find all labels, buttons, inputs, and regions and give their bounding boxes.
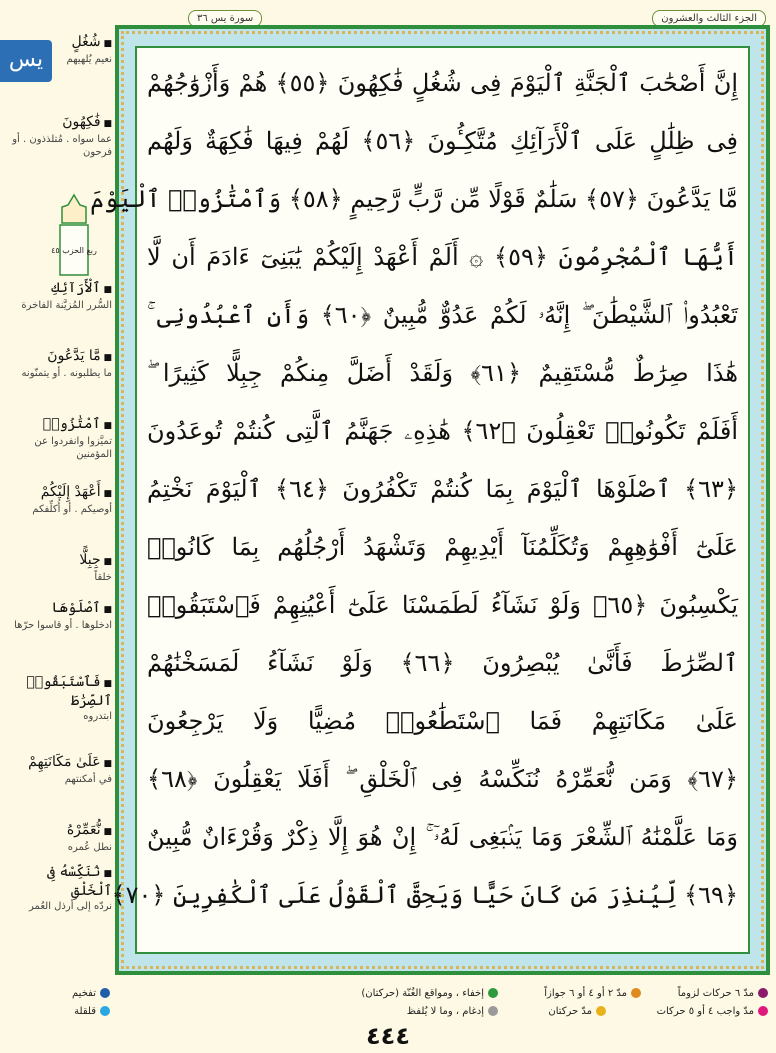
legend-item	[407, 1005, 498, 1019]
margin-word	[4, 822, 112, 854]
margin-meaning: عما سواه . مُتلذذون . أو فرحون	[12, 134, 112, 158]
quran-line-5: تَعْبُدُوا۟ ٱلشَّيْطَٰنَ ۖ إِنَّهُۥ لَكُمْ عَدُوٌّ مُّبِينٌ ﴿٦٠﴾ وَأَنِ ٱعْبُدُونِى ۚ	[147, 301, 738, 329]
juz-label: الجزء الثالث والعشرون	[652, 10, 766, 27]
tajweed-legend	[0, 985, 776, 1025]
margin-word	[4, 552, 112, 584]
margin-meaning: نردّه إلى أرذل العُمر	[29, 901, 112, 912]
quran-line-8: ﴿٦٣﴾ ٱصْلَوْهَا ٱلْيَوْمَ بِمَا كُنتُمْ تَكْفُرُونَ ﴿٦٤﴾ ٱلْيَوْمَ نَخْتِمُ	[147, 475, 738, 503]
legend-dot	[488, 1006, 498, 1016]
quran-line-3: مَّا يَدَّعُونَ ﴿٥٧﴾ سَلَٰمٌ قَوْلًا مِّن رَّبٍّ رَّحِيمٍ ﴿٥٨﴾ وَٱمْتَٰزُوا۟ ٱلْيَوْمَ	[90, 185, 738, 213]
margin-word	[4, 484, 112, 516]
quran-line-7: أَفَلَمْ تَكُونُوا۟ تَعْقِلُونَ ﴿٦٢﴾ هَٰذِهِۦ جَهَنَّمُ ٱلَّتِى كُنتُمْ تُوعَدُونَ	[147, 417, 738, 445]
margin-meaning: تميَّزوا وانفردوا عن المؤمنين	[34, 436, 112, 460]
margin-meaning: ما يطلبونه . أو يتمنّونه	[21, 368, 112, 379]
legend-dot	[596, 1006, 606, 1016]
margin-meaning: خلقاً	[94, 572, 112, 583]
legend-item	[72, 987, 110, 1001]
legend-item	[657, 1005, 768, 1019]
legend-label: تفخيم	[72, 988, 96, 999]
quran-line-4: أَيُّهَا ٱلْمُجْرِمُونَ ﴿٥٩﴾ ۞ أَلَمْ أَعْهَدْ إِلَيْكُمْ يَٰبَنِىٓ ءَادَمَ أَن لَّا	[147, 243, 739, 271]
quran-line-13: ﴿٦٧﴾ وَمَن نُّعَمِّرْهُ نُنَكِّسْهُ فِى ٱلْخَلْقِ ۖ أَفَلَا يَعْقِلُونَ ﴿٦٨﴾	[147, 765, 738, 793]
quran-line-9: عَلَىٰٓ أَفْوَٰهِهِمْ وَتُكَلِّمُنَآ أَيْدِيهِمْ وَتَشْهَدُ أَرْجُلُهُم بِمَا كَانُوا۟	[147, 533, 738, 561]
margin-term: ■ فَٰكِهُونَ	[4, 114, 112, 133]
legend-item	[74, 1005, 110, 1019]
surah-name-tab[interactable]: يس	[0, 40, 52, 82]
margin-meaning: نطل عُمره	[67, 842, 112, 853]
legend-label: مدّ ٦ حركات لزوماً	[677, 988, 754, 999]
legend-item	[678, 987, 768, 1001]
legend-label: مدّ حركتان	[548, 1006, 592, 1017]
legend-label: إخفاء ، ومواقع الغُنّة (حركتان)	[361, 988, 484, 999]
surah-label: سورة يس ٣٦	[188, 10, 262, 27]
legend-label: إدغام ، وما لا يُلفظ	[406, 1006, 484, 1017]
quran-line-10: يَكْسِبُونَ ﴿٦٥﴾ وَلَوْ نَشَآءُ لَطَمَسْنَا عَلَىٰٓ أَعْيُنِهِمْ فَٱسْتَبَقُوا۟	[147, 591, 738, 619]
legend-label: قلقلة	[74, 1006, 96, 1017]
quran-line-12: عَلَىٰ مَكَانَتِهِمْ فَمَا ٱسْتَطَٰعُوا۟ مُضِيًّا وَلَا يَرْجِعُونَ	[147, 707, 738, 735]
margin-term: ■ نُّعَمِّرْهُ	[4, 822, 112, 841]
page-number: ٤٤٤	[366, 1022, 410, 1050]
margin-word	[4, 864, 112, 913]
margin-meaning: ادخلوها . أو قاسوا حرّها	[14, 620, 112, 631]
margin-word	[4, 674, 112, 723]
quran-line-15: ﴿٦٩﴾ لِّيُنذِرَ مَن كَانَ حَيًّا وَيَحِقَّ ٱلْقَوْلُ عَلَى ٱلْكَٰفِرِينَ ﴿٧٠﴾	[111, 881, 738, 909]
margin-meaning: في أمكنتهم	[64, 774, 112, 785]
margin-word	[4, 34, 112, 66]
margin-word	[4, 600, 112, 632]
quran-line-2: فِى ظِلَٰلٍ عَلَى ٱلْأَرَآئِكِ مُتَّكِـُٔونَ ﴿٥٦﴾ لَهُمْ فِيهَا فَٰكِهَةٌ وَلَهُم	[147, 127, 738, 155]
legend-label: مدّ ٢ أو ٤ أو ٦ جوازاً	[544, 988, 627, 999]
hizb-marker-text: ربع الحزب ٤٥	[51, 246, 97, 255]
quran-line-6: هَٰذَا صِرَٰطٌ مُّسْتَقِيمٌ ﴿٦١﴾ وَلَقَدْ أَضَلَّ مِنكُمْ جِبِلًّا كَثِيرًا ۖ	[147, 359, 738, 387]
quran-line-14: وَمَا عَلَّمْنَٰهُ ٱلشِّعْرَ وَمَا يَنۢبَغِى لَهُۥٓ ۚ إِنْ هُوَ إِلَّا ذِكْرٌ وَقُرْءَانٌ مُّبِينٌ	[147, 823, 738, 851]
margin-term: ■ أَعْهَدْ إِلَيْكُمْ	[4, 484, 112, 503]
margin-word	[4, 114, 112, 159]
legend-item	[361, 987, 498, 1001]
margin-term: ■ عَلَىٰ مَكَانَتِهِمْ	[4, 754, 112, 773]
legend-dot	[488, 988, 498, 998]
legend-dot	[758, 1006, 768, 1016]
legend-dot	[758, 988, 768, 998]
legend-dot	[100, 1006, 110, 1016]
margin-term: ■ جِبِلًّا	[4, 552, 112, 571]
margin-word	[4, 348, 112, 380]
margin-term: ■ شُغُلٍ	[4, 34, 112, 53]
quran-line-11: ٱلصِّرَٰطَ فَأَنَّىٰ يُبْصِرُونَ ﴿٦٦﴾ وَلَوْ نَشَآءُ لَمَسَخْنَٰهُمْ	[147, 649, 739, 677]
word-meanings-margin	[0, 34, 112, 929]
quran-line-1: إِنَّ أَصْحَٰبَ ٱلْجَنَّةِ ٱلْيَوْمَ فِى شُغُلٍ فَٰكِهُونَ ﴿٥٥﴾ هُمْ وَأَزْوَٰجُهُمْ	[147, 69, 738, 97]
legend-dot	[100, 988, 110, 998]
legend-item	[544, 987, 641, 1001]
margin-meaning: ابتدروه	[83, 711, 112, 722]
legend-item	[548, 1005, 606, 1019]
margin-word	[4, 280, 112, 312]
legend-dot	[631, 988, 641, 998]
margin-meaning: أوصيكم . أو أُكلِّفكم	[32, 504, 112, 515]
margin-meaning: السُّرر المُزيَّنة الفاخرة	[21, 300, 112, 311]
margin-term: ■ فَٱسْتَبَقُوا۟ ٱلصِّرَٰطَ	[4, 674, 112, 710]
margin-term: ■ ٱصْلَوْهَا	[4, 600, 112, 619]
margin-word	[4, 416, 112, 461]
margin-term: ■ مَّا يَدَّعُونَ	[4, 348, 112, 367]
margin-term: ■ ٱمْتَٰزُوا۟	[4, 416, 112, 435]
margin-word	[4, 754, 112, 786]
margin-term: ■ نُنَكِّسْهُ فِى ٱلْخَلْقِ	[4, 864, 112, 900]
margin-term: ■ ٱلْأَرَآئِكِ	[4, 280, 112, 299]
legend-label: مدّ واجب ٤ أو ٥ حركات	[656, 1006, 754, 1017]
margin-meaning: نعيم يُلهيهم	[66, 54, 112, 65]
